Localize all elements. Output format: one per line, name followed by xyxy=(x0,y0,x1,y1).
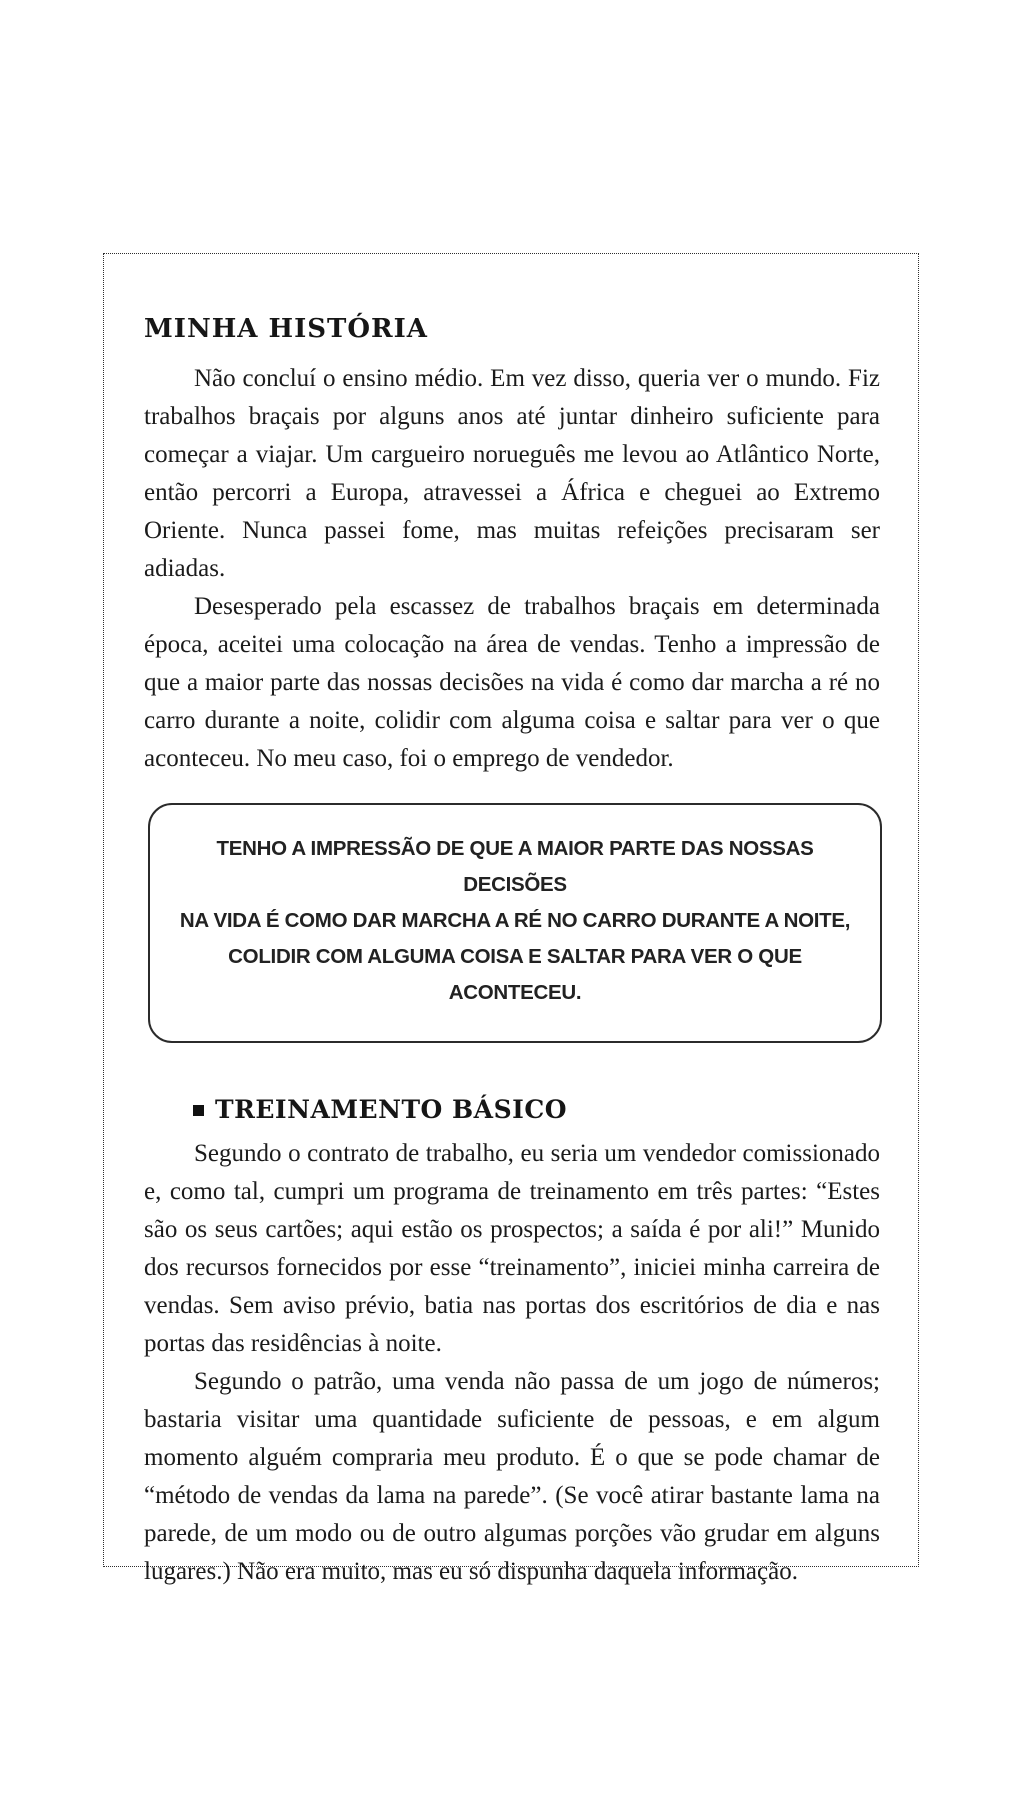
section-paragraph-1: Segundo o contrato de trabalho, eu seria um vendedor comissionado e, como tal, cumpri um programa de treinamento em três partes: “Estes são os seus cartões; aqui estão os prospectos; a saída é por ali!” Munido dos recursos fornecidos por esse “treinamento”, iniciei minha carreira de vendas. Sem aviso prévio, batia nas portas dos escritórios de dia e nas portas das residências à noite. xyxy=(144,1140,880,1357)
section-heading xyxy=(144,1095,880,1125)
dashed-page-border xyxy=(103,253,919,1585)
pull-quote-text: TENHO A IMPRESSÃO DE QUE A MAIOR PARTE DAS NOSSAS DECISÕES NA VIDA É COMO DAR MARCHA A RÉ NO CARRO DURANTE A NOITE, COLIDIR COM ALGUMA COISA E SALTAR PARA VER O QUE ACONTECEU. xyxy=(179,837,851,1004)
square-bullet-icon xyxy=(193,1105,204,1116)
chapter-heading: MINHA HISTÓRIA xyxy=(144,314,428,344)
intro-paragraph-2: Desesperado pela escassez de trabalhos braçais em determinada época, aceitei uma colocação na área de vendas. Tenho a impressão de que a maior parte das nossas decisões na vida é como dar marcha a ré no carro durante a noite, colidir com alguma coisa e saltar para ver o que aconteceu. No meu caso, foi o emprego de vendedor. xyxy=(144,593,880,772)
section-title: TREINAMENTO BÁSICO xyxy=(215,1095,567,1124)
pull-quote-box xyxy=(148,803,882,1043)
section-paragraph-2: Segundo o patrão, uma venda não passa de um jogo de números; bastaria visitar uma quantidade suficiente de pessoas, e em algum momento alguém compraria meu produto. É o que se pode chamar de “método de vendas da lama na parede”. (Se você atirar bastante lama na parede, de um modo ou de outro algumas porções vão grudar em alguns lugares.) Não era muito, mas eu só dispunha daquela informação. xyxy=(144,1368,880,1585)
intro-paragraph-1: Não concluí o ensino médio. Em vez disso, queria ver o mundo. Fiz trabalhos braçais por alguns anos até juntar dinheiro suficiente para começar a viajar. Um cargueiro norueguês me levou ao Atlântico Norte, então percorri a Europa, atravessei a África e cheguei ao Extremo Oriente. Nunca passei fome, mas muitas refeições precisaram ser adiadas. xyxy=(144,365,880,582)
